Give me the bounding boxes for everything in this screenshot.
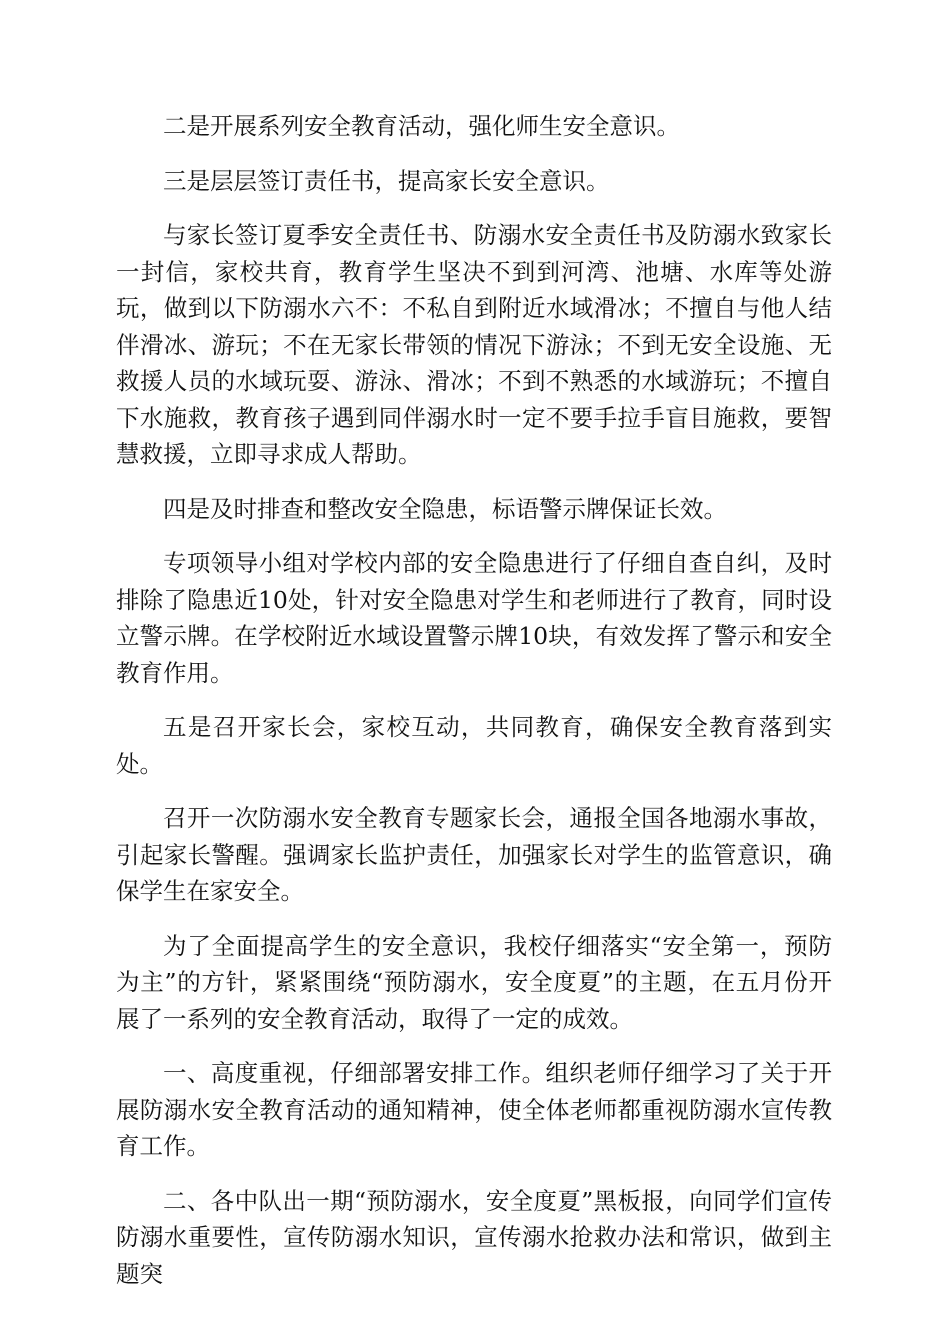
paragraph-3: 与家长签订夏季安全责任书、防溺水安全责任书及防溺水致家长一封信，家校共育，教育学生坚决不到到河湾、池塘、水库等处游玩，做到以下防溺水六不：不私自到附近水域滑冰；不擅自与他人结伴滑冰、游玩；不在无家长带领的情况下游泳；不到无安全设施、无救援人员的水域玩耍、游泳、滑冰；不到不熟悉的水域游玩；不擅自下水施救，教育孩子遇到同伴溺水时一定不要手拉手盲目施救，要智慧救援，立即寻求成人帮助。 [116, 221, 832, 468]
paragraph-9: 一、高度重视，仔细部署安排工作。组织老师仔细学习了关于开展防溺水安全教育活动的通知精神，使全体老师都重视防溺水宣传教育工作。 [116, 1059, 832, 1160]
document-page [116, 108, 832, 1310]
paragraph-2: 三是层层签订责任书，提高家长安全意识。 [163, 166, 610, 195]
paragraph-4: 四是及时排查和整改安全隐患，标语警示牌保证长效。 [163, 494, 727, 523]
paragraph-6: 五是召开家长会，家校互动，共同教育，确保安全教育落到实处。 [116, 713, 832, 778]
paragraph-1: 二是开展系列安全教育活动，强化师生安全意识。 [163, 112, 680, 140]
paragraph-8: 为了全面提高学生的安全意识，我校仔细落实“安全第一，预防为主”的方针，紧紧围绕“预防溺水，安全度夏”的主题，在五月份开展了一系列的安全教育活动，取得了一定的成效。 [116, 931, 832, 1033]
paragraph-10: 二、各中队出一期“预防溺水，安全度夏”黑板报，向同学们宣传防溺水重要性，宣传防溺水知识，宣传溺水抢救办法和常识，做到主题突 [116, 1186, 832, 1288]
paragraph-5: 专项领导小组对学校内部的安全隐患进行了仔细自查自纠，及时排除了隐患近10处，针对安全隐患对学生和老师进行了教育，同时设立警示牌。在学校附近水域设置警示牌10块，有效发挥了警示和安全教育作用。 [116, 549, 832, 687]
paragraph-7: 召开一次防溺水安全教育专题家长会，通报全国各地溺水事故，引起家长警醒。强调家长监护责任，加强家长对学生的监管意识，确保学生在家安全。 [116, 804, 832, 905]
